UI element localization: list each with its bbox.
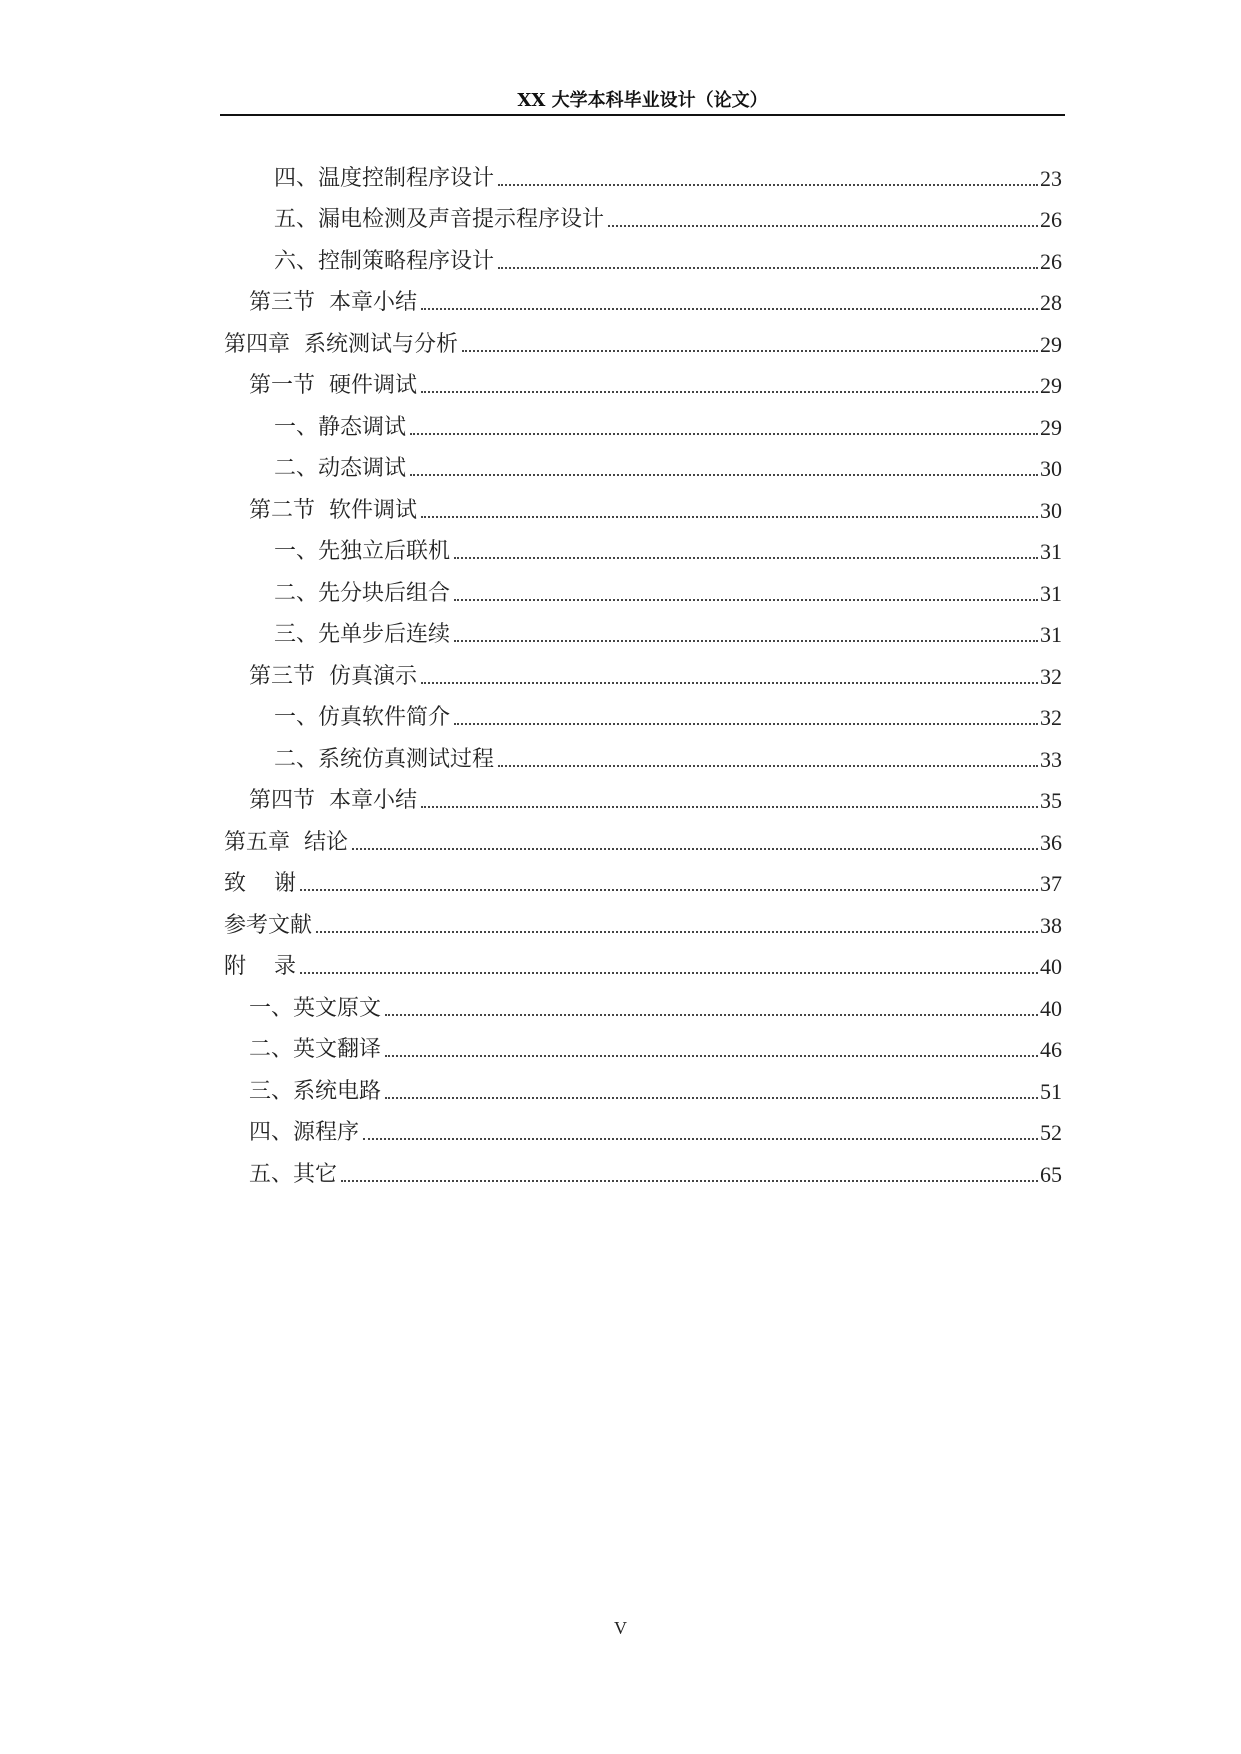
toc-entry-page: 52 <box>1040 1120 1062 1145</box>
toc-entry[interactable] <box>224 1146 1062 1188</box>
toc-entry[interactable] <box>224 814 1062 856</box>
toc-entry-title: 二、先分块后组合 <box>274 580 451 606</box>
toc-entry-page: 30 <box>1040 497 1062 523</box>
toc-entry[interactable] <box>224 441 1062 483</box>
toc-entry-title: 二、英文翻译 <box>249 1037 382 1062</box>
toc-entry-title: 一、英文原文 <box>249 995 382 1021</box>
toc-entry[interactable] <box>224 690 1062 732</box>
toc-entry-title: 第四节 本章小结 <box>249 788 417 813</box>
page-header-title: XX 大学本科毕业设计（论文） <box>517 90 768 111</box>
toc-entry-title: 一、先独立后联机 <box>274 539 451 564</box>
toc-entry[interactable] <box>224 856 1062 898</box>
toc-entry[interactable] <box>224 316 1062 358</box>
toc-entry-title: 三、系统电路 <box>249 1078 382 1104</box>
toc-entry-title: 第三节 本章小结 <box>249 290 417 315</box>
toc-entry[interactable] <box>224 192 1062 234</box>
toc-entry-page: 32 <box>1040 705 1062 730</box>
toc-entry[interactable] <box>224 524 1062 566</box>
toc-entry[interactable] <box>224 939 1062 981</box>
header-rule <box>220 114 1065 116</box>
toc-entry[interactable] <box>224 607 1062 649</box>
toc-dot-leader <box>363 1138 1038 1140</box>
toc-entry-page: 31 <box>1040 539 1062 564</box>
toc-dot-leader <box>300 889 1038 891</box>
toc-entry-page: 26 <box>1040 248 1062 274</box>
toc-dot-leader <box>385 1097 1038 1099</box>
toc-dot-leader <box>454 599 1038 601</box>
table-of-contents <box>224 150 1062 1188</box>
toc-entry[interactable] <box>224 648 1062 690</box>
toc-dot-leader <box>300 972 1038 974</box>
toc-entry[interactable] <box>224 1105 1062 1147</box>
toc-entry-title: 六、控制策略程序设计 <box>274 248 495 274</box>
toc-entry-title: 第五章 结论 <box>224 829 348 855</box>
toc-entry-page: 65 <box>1040 1161 1062 1187</box>
toc-entry-page: 46 <box>1040 1037 1062 1062</box>
toc-entry-page: 35 <box>1040 788 1062 813</box>
toc-entry[interactable] <box>224 399 1062 441</box>
toc-dot-leader <box>498 765 1038 767</box>
toc-entry-title: 附 录 <box>224 954 296 979</box>
toc-entry-page: 40 <box>1040 995 1062 1021</box>
toc-entry[interactable] <box>224 482 1062 524</box>
toc-entry[interactable] <box>224 233 1062 275</box>
toc-entry[interactable] <box>224 565 1062 607</box>
toc-entry[interactable] <box>224 773 1062 815</box>
toc-entry-title: 四、源程序 <box>249 1120 360 1145</box>
toc-dot-leader <box>421 516 1038 518</box>
toc-entry-page: 31 <box>1040 622 1062 647</box>
toc-entry-page: 31 <box>1040 580 1062 606</box>
toc-entry-page: 51 <box>1040 1078 1062 1104</box>
toc-entry-title: 四、温度控制程序设计 <box>274 165 495 191</box>
toc-entry[interactable] <box>224 897 1062 939</box>
toc-dot-leader <box>421 308 1038 310</box>
toc-dot-leader <box>454 557 1038 559</box>
toc-entry-page: 37 <box>1040 871 1062 896</box>
page-number: V <box>614 1618 627 1638</box>
toc-entry[interactable] <box>224 731 1062 773</box>
toc-entry-page: 38 <box>1040 912 1062 938</box>
toc-entry-page: 29 <box>1040 373 1062 398</box>
toc-dot-leader <box>341 1180 1038 1182</box>
toc-dot-leader <box>410 433 1038 435</box>
toc-entry-title: 五、其它 <box>249 1161 338 1187</box>
toc-dot-leader <box>352 848 1038 850</box>
toc-entry-title: 第四章 系统测试与分析 <box>224 331 458 357</box>
toc-entry-title: 参考文献 <box>224 912 313 938</box>
toc-entry-title: 五、漏电检测及声音提示程序设计 <box>274 207 605 232</box>
toc-entry-title: 第三节 仿真演示 <box>249 663 417 689</box>
toc-entry[interactable] <box>224 150 1062 192</box>
toc-entry-title: 第一节 硬件调试 <box>249 373 417 398</box>
toc-dot-leader <box>316 931 1038 933</box>
toc-entry-page: 33 <box>1040 746 1062 772</box>
toc-dot-leader <box>498 184 1038 186</box>
toc-entry-page: 40 <box>1040 954 1062 979</box>
toc-dot-leader <box>608 225 1038 227</box>
toc-dot-leader <box>421 682 1038 684</box>
toc-entry-page: 30 <box>1040 456 1062 481</box>
toc-entry-page: 28 <box>1040 290 1062 315</box>
toc-entry[interactable] <box>224 1022 1062 1064</box>
toc-entry-page: 23 <box>1040 165 1062 191</box>
toc-dot-leader <box>410 474 1038 476</box>
toc-entry[interactable] <box>224 1063 1062 1105</box>
toc-entry-page: 26 <box>1040 207 1062 232</box>
toc-dot-leader <box>498 267 1038 269</box>
toc-entry-title: 致 谢 <box>224 871 296 896</box>
toc-entry-page: 29 <box>1040 414 1062 440</box>
toc-entry[interactable] <box>224 358 1062 400</box>
toc-entry[interactable] <box>224 980 1062 1022</box>
toc-entry-title: 二、动态调试 <box>274 456 407 481</box>
toc-dot-leader <box>462 350 1038 352</box>
toc-entry-title: 一、静态调试 <box>274 414 407 440</box>
toc-entry-page: 36 <box>1040 829 1062 855</box>
toc-dot-leader <box>454 640 1038 642</box>
toc-entry-title: 二、系统仿真测试过程 <box>274 746 495 772</box>
toc-entry[interactable] <box>224 275 1062 317</box>
toc-dot-leader <box>421 806 1038 808</box>
toc-entry-title: 一、仿真软件简介 <box>274 705 451 730</box>
toc-entry-title: 三、先单步后连续 <box>274 622 451 647</box>
toc-dot-leader <box>454 723 1038 725</box>
toc-dot-leader <box>385 1014 1038 1016</box>
toc-entry-title: 第二节 软件调试 <box>249 497 417 523</box>
toc-dot-leader <box>421 391 1038 393</box>
toc-entry-page: 32 <box>1040 663 1062 689</box>
toc-dot-leader <box>385 1055 1038 1057</box>
toc-entry-page: 29 <box>1040 331 1062 357</box>
